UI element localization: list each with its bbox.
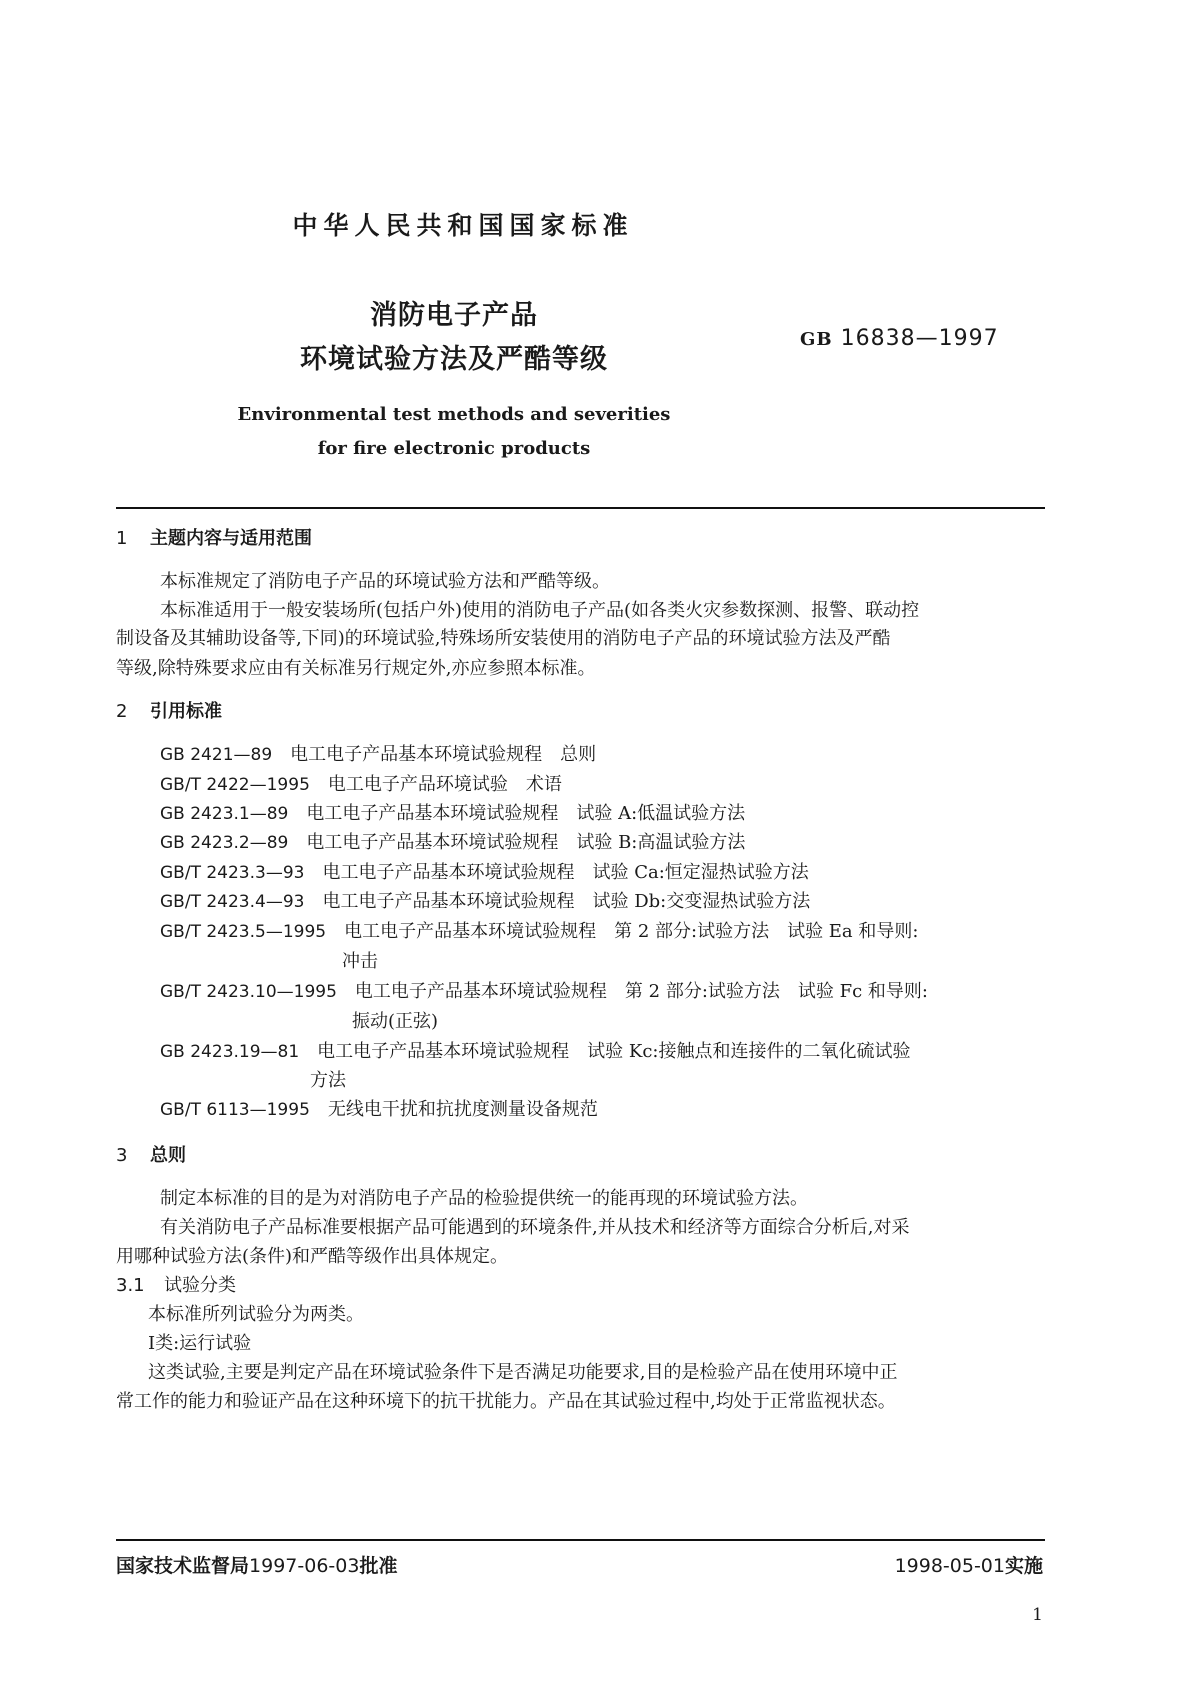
subsection-paragraph-line1: 这类试验,主要是判定产品在环境试验条件下是否满足功能要求,目的是检验产品在使用环境中正 (148, 1362, 898, 1383)
section-2-number: 2 (116, 701, 128, 722)
section-1-number: 1 (116, 528, 128, 549)
english-title-line1: Environmental test methods and severities (237, 404, 671, 425)
subsection-title: 试验分类 (164, 1275, 236, 1296)
reference-item (160, 1037, 910, 1063)
section-1-paragraph-2-line3: 等级,除特殊要求应由有关标准另行规定外,亦应参照本标准。 (116, 658, 596, 679)
section-2-title: 引用标准 (150, 701, 222, 722)
reference-continuation: 方法 (310, 1070, 346, 1091)
section-3-number: 3 (116, 1145, 128, 1166)
reference-item (160, 917, 918, 943)
section-3-paragraph-1: 制定本标准的目的是为对消防电子产品的检验提供统一的能再现的环境试验方法。 (160, 1188, 808, 1209)
subsection-paragraph: 本标准所列试验分为两类。 (148, 1304, 364, 1325)
reference-title: 电工电子产品基本环境试验规程 试验 A:低温试验方法 (306, 803, 746, 824)
header-divider (116, 507, 1045, 509)
test-class-label: Ⅰ类:运行试验 (148, 1333, 252, 1354)
reference-code: GB/T 2423.3—93 (160, 863, 305, 883)
reference-item (160, 858, 809, 884)
reference-item (160, 740, 596, 766)
section-2-heading (116, 697, 222, 723)
section-1-heading (116, 524, 312, 550)
reference-item (160, 887, 810, 913)
reference-item (160, 799, 745, 825)
reference-code: GB/T 2423.4—93 (160, 892, 305, 912)
reference-code: GB/T 2423.10—1995 (160, 982, 337, 1002)
reference-continuation: 冲击 (342, 951, 378, 972)
reference-code: GB/T 2422—1995 (160, 775, 310, 795)
section-1-paragraph-2-line1: 本标准适用于一般安装场所(包括户外)使用的消防电子产品(如各类火灾参数探测、报警、联动控 (160, 600, 920, 621)
reference-item (160, 977, 928, 1003)
reference-title: 电工电子产品环境试验 术语 (327, 774, 562, 795)
footer-divider (116, 1539, 1045, 1541)
reference-code: GB 2423.2—89 (160, 833, 289, 853)
section-1-paragraph-1: 本标准规定了消防电子产品的环境试验方法和严酷等级。 (160, 571, 610, 592)
chinese-title-line1: 消防电子产品 (370, 300, 538, 331)
standard-number-value: 16838—1997 (840, 326, 999, 351)
reference-title: 电工电子产品基本环境试验规程 总则 (290, 744, 597, 765)
effective-statement (895, 1551, 1043, 1578)
standard-number (800, 326, 999, 351)
effective-date: 1998-05-01 (894, 1555, 1005, 1577)
reference-code: GB/T 2423.5—1995 (160, 922, 327, 942)
gb-prefix: GB (800, 329, 833, 350)
reference-code: GB/T 6113—1995 (160, 1100, 310, 1120)
subsection-number: 3.1 (116, 1275, 145, 1296)
national-standard-heading: 中华人民共和国国家标准 (292, 211, 634, 240)
reference-code: GB 2423.19—81 (160, 1042, 300, 1062)
section-1-title: 主题内容与适用范围 (150, 528, 312, 549)
reference-title: 电工电子产品基本环境试验规程 第 2 部分:试验方法 试验 Ea 和导则: (344, 921, 919, 942)
subsection-3-1-heading (116, 1271, 236, 1297)
reference-title: 电工电子产品基本环境试验规程 第 2 部分:试验方法 试验 Fc 和导则: (354, 981, 928, 1002)
subsection-paragraph-line2: 常工作的能力和验证产品在这种环境下的抗干扰能力。产品在其试验过程中,均处于正常监视状态。 (116, 1391, 896, 1412)
english-title-line2: for fire electronic products (317, 438, 591, 459)
effective-word: 实施 (1004, 1555, 1043, 1577)
section-3-heading (116, 1141, 186, 1167)
chinese-title-line2: 环境试验方法及严酷等级 (300, 344, 608, 375)
section-1-paragraph-2-line2: 制设备及其辅助设备等,下同)的环境试验,特殊场所安装使用的消防电子产品的环境试验方法及严酷 (116, 628, 891, 649)
reference-continuation: 振动(正弦) (352, 1011, 439, 1032)
reference-item (160, 828, 745, 854)
section-3-title: 总则 (150, 1145, 186, 1166)
reference-title: 电工电子产品基本环境试验规程 试验 Ca:恒定湿热试验方法 (322, 862, 809, 883)
reference-item (160, 770, 562, 796)
reference-code: GB 2421—89 (160, 745, 273, 765)
approval-date: 1997-06-03 (249, 1555, 360, 1577)
reference-code: GB 2423.1—89 (160, 804, 289, 824)
reference-title: 电工电子产品基本环境试验规程 试验 B:高温试验方法 (306, 832, 746, 853)
page-number: 1 (1032, 1605, 1043, 1625)
section-3-paragraph-2-line1: 有关消防电子产品标准要根据产品可能遇到的环境条件,并从技术和经济等方面综合分析后,对采 (160, 1217, 910, 1238)
reference-title: 电工电子产品基本环境试验规程 试验 Db:交变湿热试验方法 (322, 891, 811, 912)
approval-org: 国家技术监督局 (116, 1555, 250, 1577)
reference-title: 电工电子产品基本环境试验规程 试验 Kc:接触点和连接件的二氧化硫试验 (317, 1041, 911, 1062)
approval-statement (116, 1551, 397, 1578)
section-3-paragraph-2-line2: 用哪种试验方法(条件)和严酷等级作出具体规定。 (116, 1246, 509, 1267)
reference-item (160, 1095, 598, 1121)
reference-title: 无线电干扰和抗扰度测量设备规范 (327, 1099, 598, 1120)
approval-word: 批准 (359, 1555, 398, 1577)
